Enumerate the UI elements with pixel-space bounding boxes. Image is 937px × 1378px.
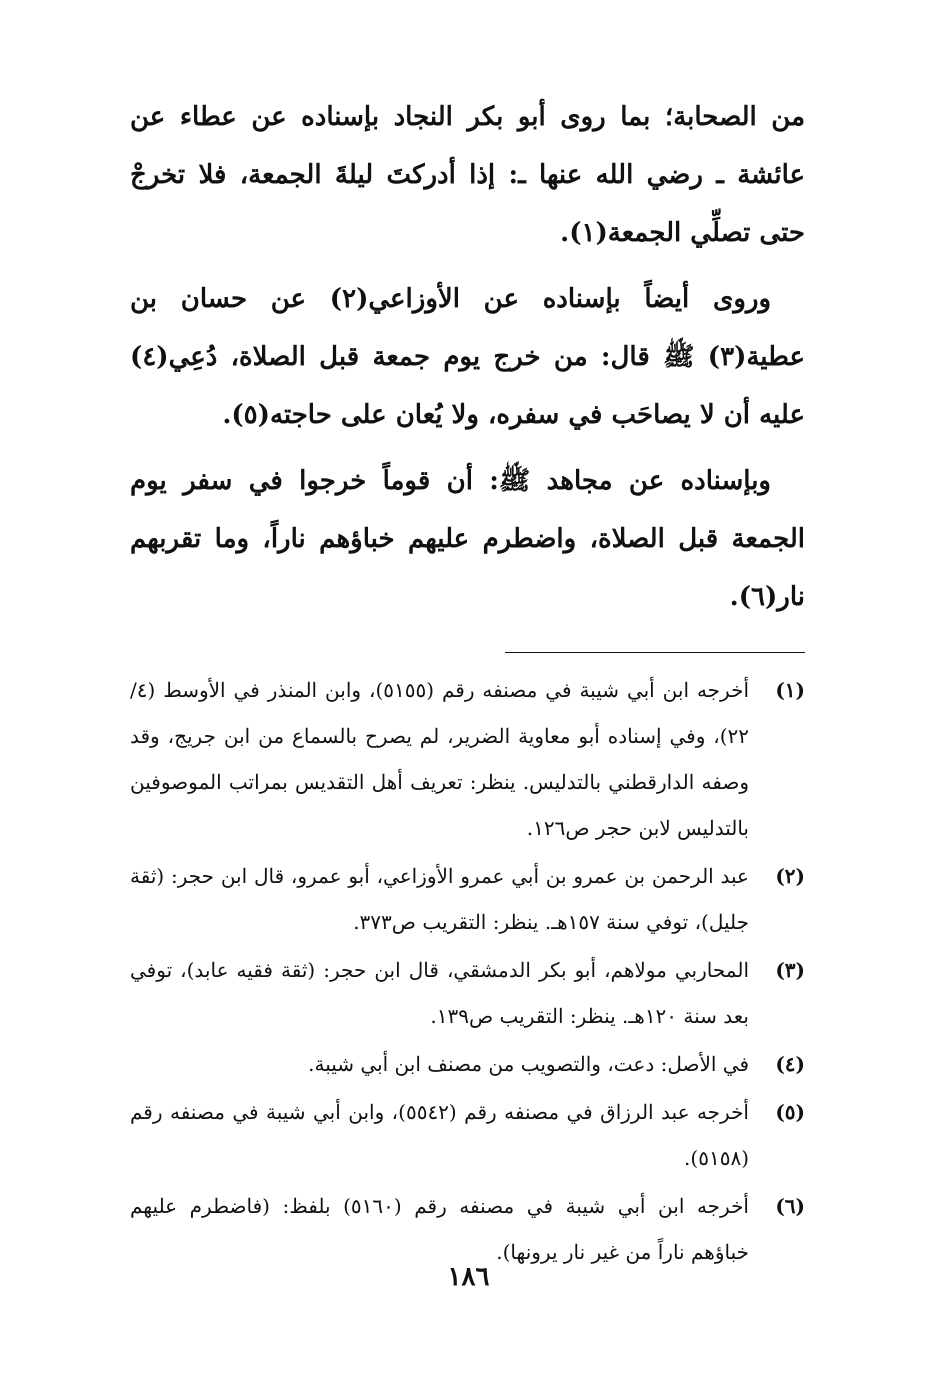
footnote-text: عبد الرحمن بن عمرو بن أبي عمرو الأوزاعي، أبو عمرو، قال ابن حجر: (ثقة جليل)، توفي سنة ١٥٧هـ. ينظر: التقريب ص٣٧٣. bbox=[130, 864, 749, 934]
footnote-number: (١) bbox=[775, 678, 805, 702]
footnote-number: (٦) bbox=[775, 1194, 805, 1218]
footnote-text: أخرجه عبد الرزاق في مصنفه رقم (٥٥٤٢)، وابن أبي شيبة في مصنفه رقم (٥١٥٨). bbox=[130, 1100, 749, 1170]
main-text bbox=[130, 88, 805, 626]
footnote-separator bbox=[505, 652, 805, 653]
paragraph-1: من الصحابة؛ بما روى أبو بكر النجاد بإسناده عن عطاء عن عائشة ـ رضي الله عنها ـ: إذا أدركتَ ليلةَ الجمعة، فلا تخرجْ حتى تصلِّي الجمعة(١). bbox=[130, 102, 806, 248]
footnote-2 bbox=[130, 853, 805, 945]
footnote-number: (٤) bbox=[775, 1052, 805, 1076]
paragraph-3: وبإسناده عن مجاهد ﷺ: أن قوماً خرجوا في سفر يوم الجمعة قبل الصلاة، واضطرم عليهم خباؤهم ناراً، وما تقربهم نار(٦). bbox=[130, 466, 805, 612]
paragraph-2: وروى أيضاً بإسناده عن الأوزاعي(٢) عن حسان بن عطية(٣) ﷺ قال: من خرج يوم جمعة قبل الصلاة، دُعِي(٤) عليه أن لا يصاحَب في سفره، ولا يُعان على حاجته(٥). bbox=[130, 284, 805, 430]
footnote-1 bbox=[130, 667, 805, 851]
footnote-number: (٣) bbox=[775, 958, 805, 982]
footnotes-list bbox=[130, 667, 805, 1275]
footnote-number: (٥) bbox=[775, 1100, 805, 1124]
footnote-text: أخرجه ابن أبي شيبة في مصنفه رقم (٥١٦٠) بلفظ: (فاضطرم عليهم خباؤهم ناراً من غير نار يرونها). bbox=[130, 1194, 749, 1264]
footnote-text: المحاربي مولاهم، أبو بكر الدمشقي، قال ابن حجر: (ثقة فقيه عابد)، توفي بعد سنة ١٢٠هـ. ينظر: التقريب ص١٣٩. bbox=[130, 958, 749, 1028]
footnote-5 bbox=[130, 1089, 805, 1181]
page-content bbox=[130, 88, 805, 1277]
footnote-text: أخرجه ابن أبي شيبة في مصنفه رقم (٥١٥٥)، وابن المنذر في الأوسط (٤/ ٢٢)، وفي إسناده أبو معاوية الضرير، لم يصرح بالسماع من ابن جريج، وقد وصفه الدارقطني بالتدليس. ينظر: تعريف أهل التقديس بمراتب الموصوفين بالتدليس لابن حجر ص١٢٦. bbox=[130, 678, 749, 840]
footnote-number: (٢) bbox=[775, 864, 805, 888]
footnote-3 bbox=[130, 947, 805, 1039]
footnote-4 bbox=[130, 1041, 805, 1087]
footnote-text: في الأصل: دعت، والتصويب من مصنف ابن أبي شيبة. bbox=[308, 1052, 749, 1076]
page-number: ١٨٦ bbox=[447, 1262, 490, 1292]
